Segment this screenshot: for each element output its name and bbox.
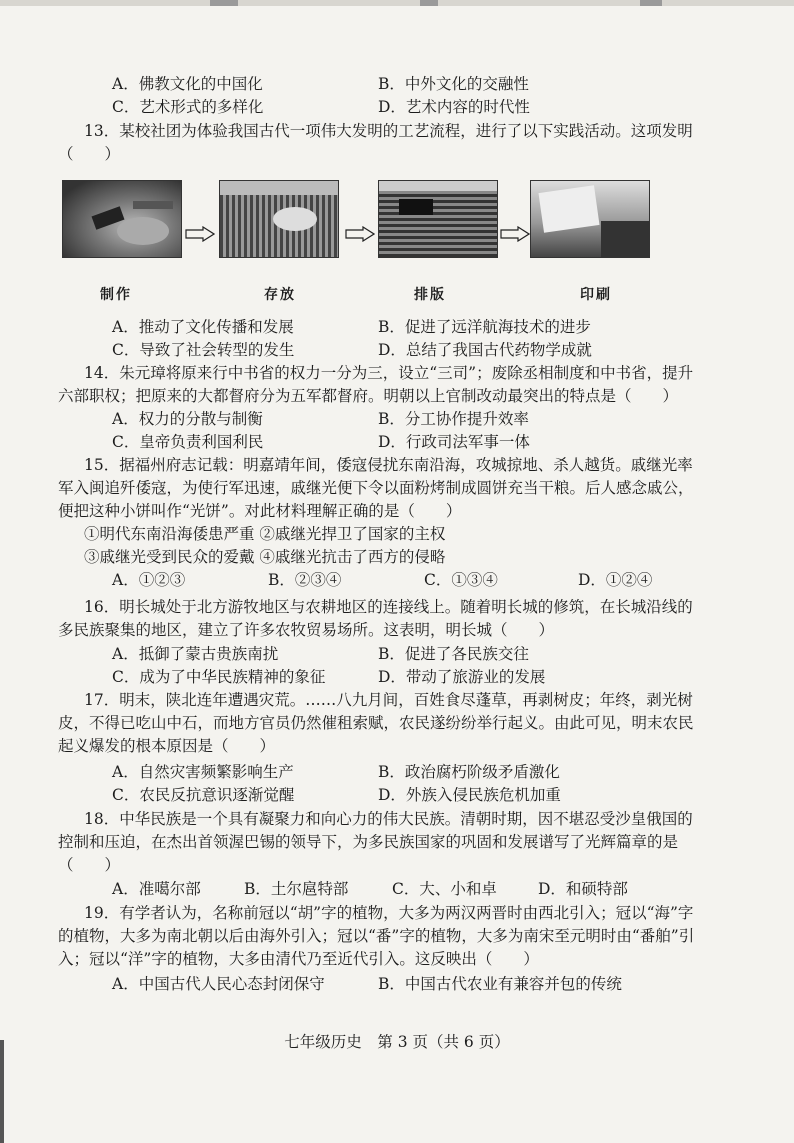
q13-stem: 13．某校社团为体验我国古代一项伟大发明的工艺流程，进行了以下实践活动。这项发明 xyxy=(84,122,693,140)
arrow-right-icon xyxy=(185,226,215,242)
q19-stem: 的植物，大多为南北朝以后由海外引入；冠以“番”字的植物，大多为南宋至元明时由“番舶”引 xyxy=(58,927,695,945)
q18-option-a: A．准噶尔部 xyxy=(112,880,201,898)
q13-option-d: D．总结了我国古代药物学成就 xyxy=(378,341,592,359)
q16-option-c: C．成为了中华民族精神的象征 xyxy=(112,668,326,686)
q15-items: ③戚继光受到民众的爱戴 ④戚继光抗击了西方的侵略 xyxy=(84,548,446,566)
q17-stem: 皮，不得已吃山中石，而地方官员仍然催租索赋，农民遂纷纷举行起义。由此可见，明末农民 xyxy=(58,714,694,732)
photo-storing xyxy=(219,180,339,258)
scan-mark xyxy=(640,0,662,6)
scan-mark xyxy=(210,0,238,6)
q12-option-c: C．艺术形式的多样化 xyxy=(112,98,264,116)
q15-option-d: D．①②④ xyxy=(578,571,653,589)
q12-option-d: D．艺术内容的时代性 xyxy=(378,98,530,116)
q16-stem: 16．明长城处于北方游牧地区与农耕地区的连接线上。随着明长城的修筑，在长城沿线的 xyxy=(84,598,693,616)
arrow-right-icon xyxy=(500,226,530,242)
scan-top-edge xyxy=(0,0,794,6)
q18-stem: 18．中华民族是一个具有凝聚力和向心力的伟大民族。清朝时期，因不堪忍受沙皇俄国的 xyxy=(84,810,693,828)
q15-items: ①明代东南沿海倭患严重 ②戚继光捍卫了国家的主权 xyxy=(84,525,446,543)
q17-option-d: D．外族入侵民族危机加重 xyxy=(378,786,561,804)
arrow-right-icon xyxy=(345,226,375,242)
q13-option-c: C．导致了社会转型的发生 xyxy=(112,341,295,359)
scan-mark xyxy=(420,0,438,6)
q18-stem: 控制和压迫，在杰出首领渥巴锡的领导下，为多民族国家的巩固和发展谱写了光辉篇章的是 xyxy=(58,833,679,851)
q14-option-a: A．权力的分散与制衡 xyxy=(112,410,263,428)
q17-stem: 起义爆发的根本原因是（ ） xyxy=(58,737,276,755)
q17-option-b: B．政治腐朽阶级矛盾激化 xyxy=(378,763,560,781)
step-caption: 制作 xyxy=(100,287,132,303)
scan-left-edge xyxy=(0,1040,4,1143)
q18-option-c: C．大、小和卓 xyxy=(392,880,497,898)
step-caption: 存放 xyxy=(264,287,296,303)
q19-stem: 19．有学者认为，名称前冠以“胡”字的植物，大多为两汉两晋时由西北引入；冠以“海”字 xyxy=(84,904,694,922)
q16-option-a: A．抵御了蒙古贵族南扰 xyxy=(112,645,279,663)
q19-option-a: A．中国古代人民心态封闭保守 xyxy=(112,975,325,993)
q13-blank: （ ） xyxy=(58,145,121,163)
q19-option-b: B．中国古代农业有兼容并包的传统 xyxy=(378,975,622,993)
q15-stem: 军入闽追歼倭寇，为使行军迅速，戚继光便下令以面粉烤制成圆饼充当干粮。后人感念戚公， xyxy=(58,479,694,497)
q14-stem: 六部职权；把原来的大都督府分为五军都督府。明朝以上官制改动最突出的特点是（ ） xyxy=(58,387,679,405)
q17-stem: 17．明末，陕北连年遭遇灾荒。……八九月间，百姓食尽蓬草，再剥树皮；年终，剥光树 xyxy=(84,691,693,709)
photo-printing xyxy=(530,180,650,258)
photo-typesetting xyxy=(378,180,498,258)
q16-option-d: D．带动了旅游业的发展 xyxy=(378,668,546,686)
q15-option-c: C．①③④ xyxy=(424,571,498,589)
q13-option-a: A．推动了文化传播和发展 xyxy=(112,318,294,336)
q14-stem: 14．朱元璋将原来行中书省的权力一分为三，设立“三司”；废除丞相制度和中书省，提升 xyxy=(84,364,694,382)
q15-stem: 便把这种小饼叫作“光饼”。对此材料理解正确的是（ ） xyxy=(58,502,462,520)
q14-option-c: C．皇帝负责利国利民 xyxy=(112,433,264,451)
q13-option-b: B．促进了远洋航海技术的进步 xyxy=(378,318,591,336)
q15-option-a: A．①②③ xyxy=(112,571,186,589)
q18-blank: （ ） xyxy=(58,856,121,874)
page-footer: 七年级历史 第 3 页（共 6 页） xyxy=(284,1033,510,1051)
q14-option-b: B．分工协作提升效率 xyxy=(378,410,529,428)
q12-option-a: A．佛教文化的中国化 xyxy=(112,75,263,93)
q12-option-b: B．中外文化的交融性 xyxy=(378,75,529,93)
step-caption: 排版 xyxy=(414,287,446,303)
q17-option-a: A．自然灾害频繁影响生产 xyxy=(112,763,294,781)
q16-stem: 多民族聚集的地区，建立了许多农牧贸易场所。这表明，明长城（ ） xyxy=(58,621,555,639)
q17-option-c: C．农民反抗意识逐渐觉醒 xyxy=(112,786,295,804)
q18-option-d: D．和硕特部 xyxy=(538,880,628,898)
q14-option-d: D．行政司法军事一体 xyxy=(378,433,530,451)
q15-stem: 15．据福州府志记载：明嘉靖年间，倭寇侵扰东南沿海，攻城掠地、杀人越货。戚继光率 xyxy=(84,456,693,474)
step-caption: 印刷 xyxy=(580,287,612,303)
photo-making xyxy=(62,180,182,258)
q19-stem: 入；冠以“洋”字的植物，大多由清代乃至近代引入。这反映出（ ） xyxy=(58,950,539,968)
q15-option-b: B．②③④ xyxy=(268,571,342,589)
q18-option-b: B．土尔扈特部 xyxy=(244,880,349,898)
q16-option-b: B．促进了各民族交往 xyxy=(378,645,529,663)
